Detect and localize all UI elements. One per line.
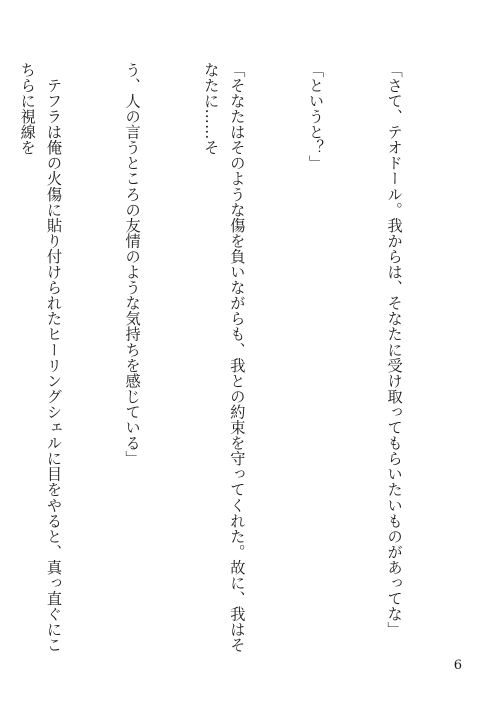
text-line: 「さて、テオドール。我からは、そなたに受け取ってもらいたいものがあってな」 — [385, 62, 404, 638]
text-line: テフラは俺の火傷に貼り付けられたヒーリングシェルに目をやると、真っ直ぐにこちらに視線を — [18, 62, 63, 653]
page-number: 6 — [453, 658, 462, 673]
vertical-text-body — [0, 62, 460, 662]
text-line: 「というと？」 — [306, 62, 325, 171]
text-line: う、人の言うところの友情のような気持ちを感じている」 — [123, 62, 142, 467]
text-line: 「そなたはそのような傷を負いながらも、我との約束を守ってくれた。故に、我はそなたに……そ — [202, 62, 247, 653]
